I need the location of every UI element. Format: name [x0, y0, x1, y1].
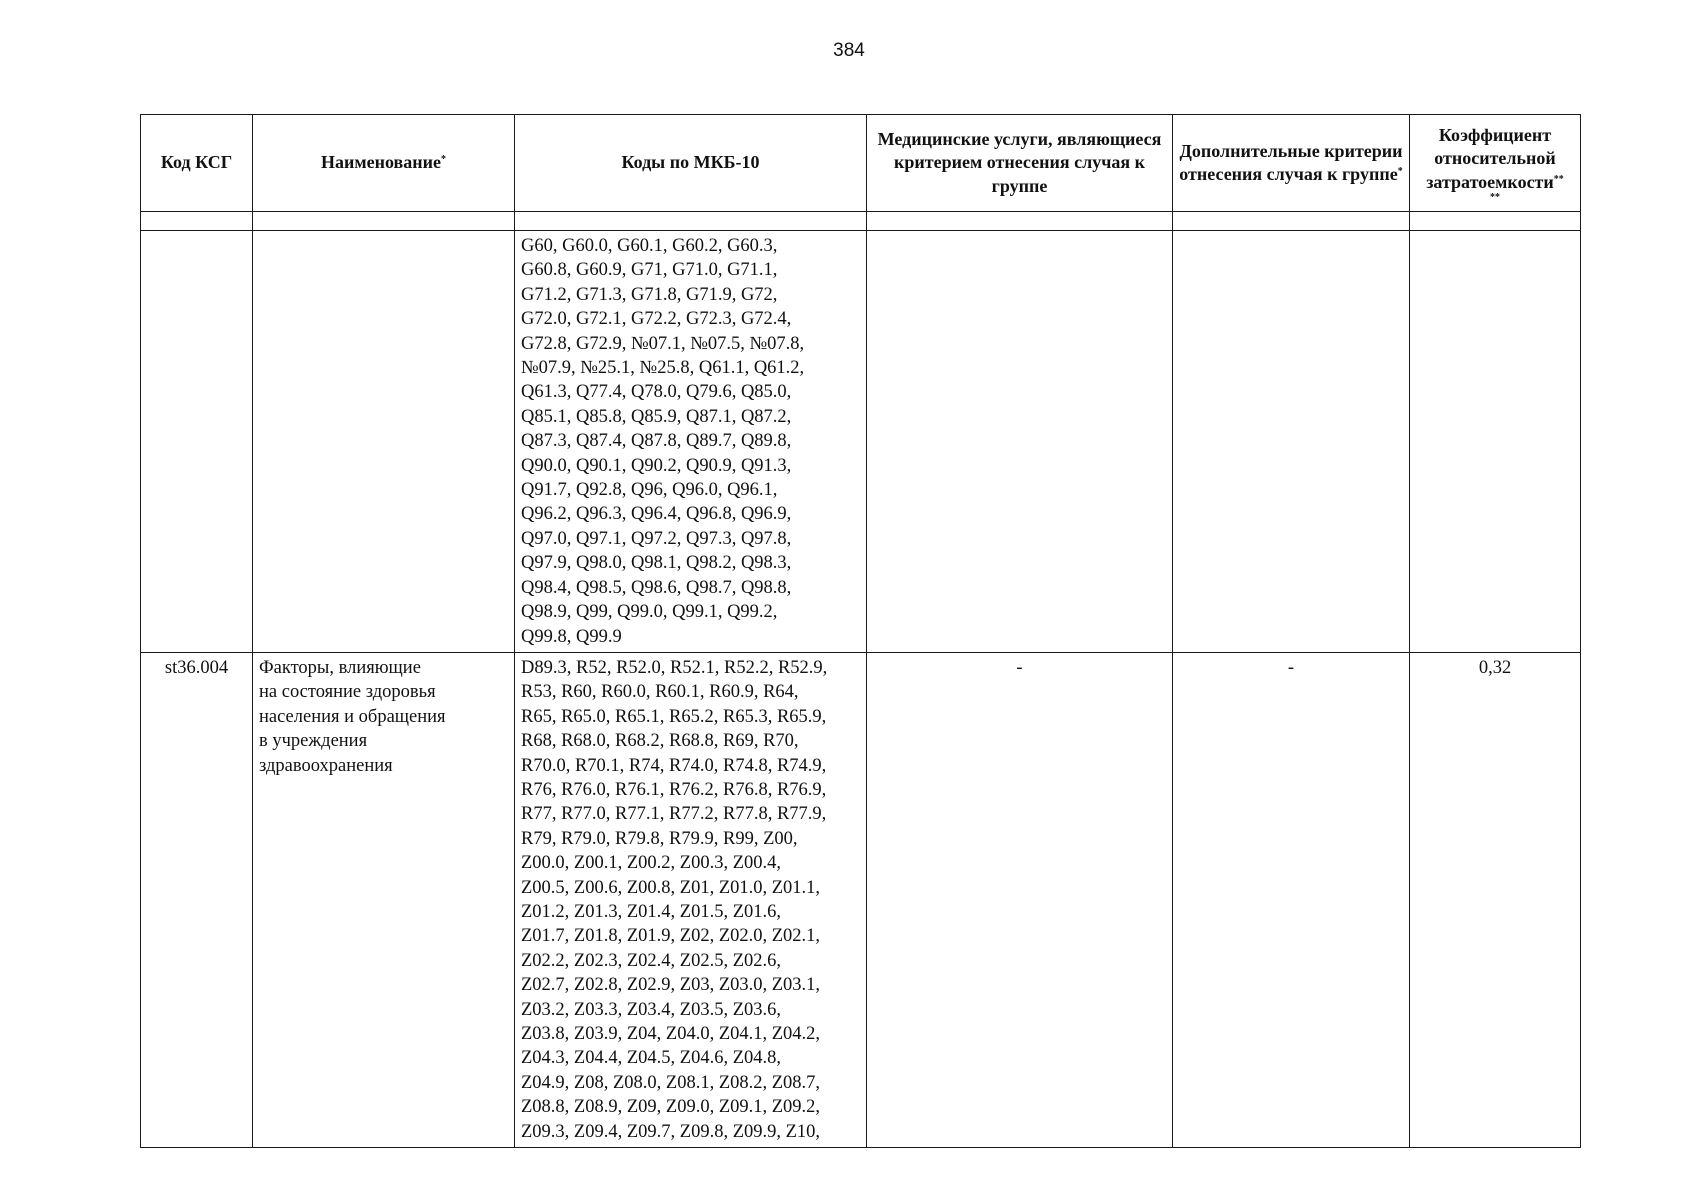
- cell-text-line: R65, R65.0, R65.1, R65.2, R65.3, R65.9,: [521, 706, 827, 727]
- cell-text-line: Q97.0, Q97.1, Q97.2, Q97.3, Q97.8,: [521, 528, 792, 549]
- header-cost-coefficient: Коэффициент относительной затратоемкости** **: [1410, 115, 1581, 212]
- cell-text-line: Q85.1, Q85.8, Q85.9, Q87.1, Q87.2,: [521, 406, 792, 427]
- ksg-code-cell: [141, 231, 253, 653]
- cell-text-line: R70.0, R70.1, R74, R74.0, R74.8, R74.9,: [521, 755, 827, 776]
- cell-text-line: Z04.3, Z04.4, Z04.5, Z04.6, Z04.8,: [521, 1048, 782, 1069]
- cell-text-line: Q99.8, Q99.9: [521, 626, 622, 647]
- header-mkb-codes: Коды по МКБ-10: [515, 115, 867, 212]
- services-cell: -: [867, 652, 1173, 1147]
- mkb-codes-cell: [515, 652, 867, 1147]
- spacer-row: [141, 212, 1581, 231]
- header-extra-criteria: Дополнительные критерии отнесения случая к группе*: [1173, 115, 1410, 212]
- cell-text-line: Z03.2, Z03.3, Z03.4, Z03.5, Z03.6,: [521, 999, 782, 1020]
- cell-text-line: Z03.8, Z03.9, Z04, Z04.0, Z04.1, Z04.2,: [521, 1024, 821, 1044]
- cell-text-line: Z01.7, Z01.8, Z01.9, Z02, Z02.0, Z02.1,: [521, 926, 821, 947]
- cell-text-line: G72.0, G72.1, G72.2, G72.3, G72.4,: [521, 309, 792, 330]
- cell-text-line: Q97.9, Q98.0, Q98.1, Q98.2, Q98.3,: [521, 553, 792, 574]
- cell-text-line: Z00.0, Z00.1, Z00.2, Z00.3, Z00.4,: [521, 853, 782, 874]
- cell-text-line: здравоохранения: [259, 755, 393, 776]
- mkb-codes-cell: [515, 231, 867, 653]
- table-header-row: [141, 115, 1581, 212]
- spacer-cell: [253, 212, 515, 231]
- cell-text-line: в учреждения: [259, 731, 368, 752]
- name-cell: [253, 231, 515, 653]
- cell-text-line: R53, R60, R60.0, R60.1, R60.9, R64,: [521, 682, 799, 703]
- spacer-cell: [515, 212, 867, 231]
- cell-text-line: R76, R76.0, R76.1, R76.2, R76.8, R76.9,: [521, 779, 827, 800]
- extra-criteria-cell: -: [1173, 652, 1410, 1147]
- cell-text-line: R68, R68.0, R68.2, R68.8, R69, R70,: [521, 731, 799, 752]
- cell-text-line: R77, R77.0, R77.1, R77.2, R77.8, R77.9,: [521, 804, 827, 825]
- cell-text-line: Факторы, влияющие: [259, 657, 421, 678]
- ksg-code-cell: st36.004: [141, 652, 253, 1147]
- extra-criteria-cell: [1173, 231, 1410, 653]
- cell-text-line: Q87.3, Q87.4, Q87.8, Q89.7, Q89.8,: [521, 431, 792, 452]
- cell-text-line: G72.8, G72.9, №07.1, №07.5, №07.8,: [521, 333, 805, 354]
- cell-text-line: Z09.3, Z09.4, Z09.7, Z09.8, Z09.9, Z10,: [521, 1121, 821, 1142]
- cell-text-line: Q98.4, Q98.5, Q98.6, Q98.7, Q98.8,: [521, 577, 792, 598]
- table-row: [141, 231, 1581, 653]
- cell-text-line: Z00.5, Z00.6, Z00.8, Z01, Z01.0, Z01.1,: [521, 877, 821, 898]
- coefficient-cell: 0,32: [1410, 652, 1581, 1147]
- cell-text-line: Q91.7, Q92.8, Q96, Q96.0, Q96.1,: [521, 480, 778, 501]
- cell-text-line: G60.8, G60.9, G71, G71.0, G71.1,: [521, 260, 778, 281]
- header-name: Наименование*: [253, 115, 515, 212]
- cell-text-line: на состояние здоровья: [259, 682, 436, 703]
- cell-text-line: Q61.3, Q77.4, Q78.0, Q79.6, Q85.0,: [521, 382, 792, 403]
- table-row: [141, 652, 1581, 1147]
- spacer-cell: [1173, 212, 1410, 231]
- cell-text-line: R79, R79.0, R79.8, R79.9, R99, Z00,: [521, 828, 798, 849]
- cell-text-line: населения и обращения: [259, 706, 446, 727]
- name-cell: [253, 652, 515, 1147]
- cell-text-line: D89.3, R52, R52.0, R52.1, R52.2, R52.9,: [521, 657, 828, 678]
- coefficient-cell: [1410, 231, 1581, 653]
- header-medical-services: Медицинские услуги, являющиеся критерием отнесения случая к группе: [867, 115, 1173, 212]
- header-ksg-code: Код КСГ: [141, 115, 253, 212]
- cell-text-line: G71.2, G71.3, G71.8, G71.9, G72,: [521, 284, 778, 305]
- cell-text-line: Z02.2, Z02.3, Z02.4, Z02.5, Z02.6,: [521, 950, 782, 971]
- spacer-cell: [867, 212, 1173, 231]
- ksg-table: [140, 114, 1581, 1148]
- cell-text-line: Q98.9, Q99, Q99.0, Q99.1, Q99.2,: [521, 602, 778, 623]
- cell-text-line: Q96.2, Q96.3, Q96.4, Q96.8, Q96.9,: [521, 504, 792, 525]
- cell-text-line: Z01.2, Z01.3, Z01.4, Z01.5, Z01.6,: [521, 901, 782, 922]
- cell-text-line: Q90.0, Q90.1, Q90.2, Q90.9, Q91.3,: [521, 455, 792, 476]
- cell-text-line: Z08.8, Z08.9, Z09, Z09.0, Z09.1, Z09.2,: [521, 1097, 821, 1118]
- cell-text-line: №07.9, №25.1, №25.8, Q61.1, Q61.2,: [521, 358, 805, 379]
- cell-text-line: G60, G60.0, G60.1, G60.2, G60.3,: [521, 236, 778, 256]
- spacer-cell: [141, 212, 253, 231]
- cell-text-line: Z02.7, Z02.8, Z02.9, Z03, Z03.0, Z03.1,: [521, 975, 821, 996]
- page-number: 384: [833, 40, 865, 61]
- cell-text-line: Z04.9, Z08, Z08.0, Z08.1, Z08.2, Z08.7,: [521, 1072, 821, 1093]
- spacer-cell: [1410, 212, 1581, 231]
- services-cell: [867, 231, 1173, 653]
